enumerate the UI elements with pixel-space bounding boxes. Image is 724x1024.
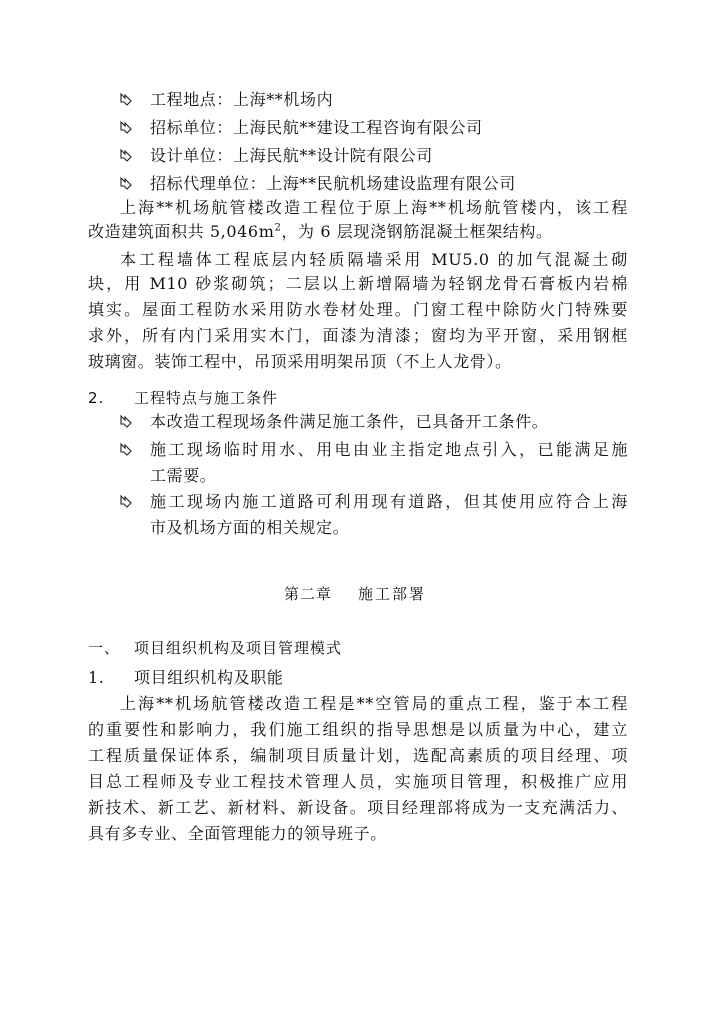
bullet-arrow-icon: [118, 442, 134, 458]
condition-item: 施工现场内施工道路可利用现有道路，但其使用应符合上海: [150, 492, 628, 511]
paragraph-line: 填实。屋面工程防水采用防水卷材处理。门窗工程中除防火门特殊要: [88, 300, 628, 319]
condition-item: 施工现场临时用水、用电由业主指定地点引入，已能满足施: [150, 440, 628, 459]
paragraph-line: 工程质量保证体系，编制项目质量计划，选配高素质的项目经理、项: [88, 746, 628, 765]
info-bidder: 招标单位：上海民航**建设工程咨询有限公司: [150, 118, 483, 137]
paragraph-line: 本工程墙体工程底层内轻质隔墙采用 MU5.0 的加气混凝土砌: [120, 250, 628, 269]
paragraph-line: 新技术、新工艺、新材料、新设备。项目经理部将成为一支充满活力、: [88, 798, 628, 817]
paragraph-line: 玻璃窗。装饰工程中，吊顶采用明架吊顶（不上人龙骨）。: [88, 352, 512, 371]
info-location: 工程地点：上海**机场内: [150, 90, 334, 109]
bullet-arrow-icon: [118, 120, 134, 136]
bullet-arrow-icon: [118, 92, 134, 108]
paragraph-line: 上海**机场航管楼改造工程是**空管局的重点工程，鉴于本工程: [120, 694, 628, 713]
subheading-number: 1.: [88, 668, 105, 687]
paragraph-line: 改造建筑面积共 $5,046m^2$，为 6 层现浇钢筋混凝土框架结构。: [88, 222, 553, 241]
bullet-arrow-icon: [118, 176, 134, 192]
condition-item: 本改造工程现场条件满足施工条件，已具备开工条件。: [150, 412, 549, 431]
chapter-number: 第二章: [284, 585, 333, 603]
info-designer: 设计单位：上海民航**设计院有限公司: [150, 146, 433, 165]
subheading-title: 项目组织机构及职能: [134, 668, 284, 687]
bullet-arrow-icon: [118, 148, 134, 164]
bullet-arrow-icon: [118, 414, 134, 430]
section-title: 工程特点与施工条件: [134, 389, 279, 407]
heading-title: 项目组织机构及项目管理模式: [134, 639, 343, 657]
condition-item-cont: 工需要。: [150, 466, 217, 485]
paragraph-line: 块，用 M10 砂浆砌筑；二层以上新增隔墙为轻钢龙骨石膏板内岩棉: [88, 274, 628, 293]
paragraph-line: 的重要性和影响力，我们施工组织的指导思想是以质量为中心，建立: [88, 720, 628, 739]
paragraph-line: 上海**机场航管楼改造工程位于原上海**机场航管楼内，该工程: [120, 198, 628, 217]
paragraph-line: 求外，所有内门采用实木门，面漆为清漆；窗均为平开窗，采用钢框: [88, 326, 628, 345]
info-agent: 招标代理单位：上海**民航机场建设监理有限公司: [150, 174, 516, 193]
paragraph-line: 具有多专业、全面管理能力的领导班子。: [88, 824, 387, 843]
section-number: 2.: [88, 389, 105, 407]
chapter-title: 施工部署: [358, 585, 427, 603]
bullet-arrow-icon: [118, 494, 134, 510]
paragraph-line: 目总工程师及专业工程技术管理人员，实施项目管理，积极推广应用: [88, 772, 628, 791]
heading-number: 一、: [88, 639, 121, 657]
condition-item-cont: 市及机场方面的相关规定。: [150, 518, 350, 537]
